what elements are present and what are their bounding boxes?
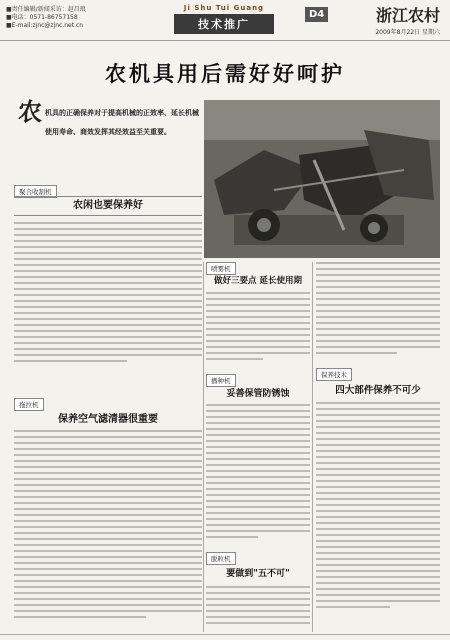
contact-line: ■E-mail:zjnc@zjnc.net.cn [6, 22, 84, 29]
article-body [206, 292, 310, 364]
article-body [206, 404, 310, 542]
section-tag: 保养技术 [316, 368, 352, 381]
column-divider [312, 262, 313, 632]
lead-text: 机具的正确保养对于提高机械的正效率、延长机械使用寿命、商效发挥其经效益至关重要。 [45, 109, 199, 136]
section-title-box [14, 196, 202, 216]
article-body [14, 430, 202, 622]
page-footer-rule [0, 634, 450, 635]
page-headline: 农机具用后需好好呵护 [105, 61, 345, 86]
lead-paragraph [18, 97, 200, 138]
section-tag: 拖拉机 [14, 398, 44, 411]
page-header [0, 0, 450, 41]
section-tag: 播种机 [206, 374, 236, 387]
section-title: 要做到"五不可" [226, 569, 290, 579]
contact-line: ■责任编辑/新闻采访：赵昌琅 [6, 6, 86, 13]
section-title: 做好三要点 延长使用期 [214, 276, 302, 286]
newspaper-brand: 浙江农村 [375, 6, 440, 25]
section-title: 四大部件保养不可少 [335, 385, 421, 396]
article-body [316, 402, 440, 612]
section-tag: 聚合收割机 [14, 185, 57, 198]
section-title: 保养空气滤清器很重要 [58, 414, 158, 425]
machinery-photo [204, 100, 440, 258]
article-body [316, 262, 440, 358]
section-masthead [174, 4, 274, 34]
contact-line: ■电话：0571-86757158 [6, 14, 78, 21]
section-title: 妥善保管防锈蚀 [226, 389, 290, 399]
section-tag: 喷雾机 [206, 262, 236, 275]
contact-info [6, 6, 86, 30]
section-name-cn: 技术推广 [174, 14, 274, 34]
article-body [14, 222, 202, 366]
column-divider [203, 262, 204, 632]
section-name-en: Ji Shu Tui Guang [183, 4, 265, 12]
drop-cap: 农 [18, 97, 42, 126]
page-number: D4 [305, 7, 328, 22]
section-tag: 脱粒机 [206, 552, 236, 565]
issue-date: 2009年8月22日 星期六 [375, 29, 440, 36]
section-title: 农闲也要保养好 [73, 200, 143, 211]
photo-image [204, 100, 440, 258]
article-body [206, 586, 310, 628]
